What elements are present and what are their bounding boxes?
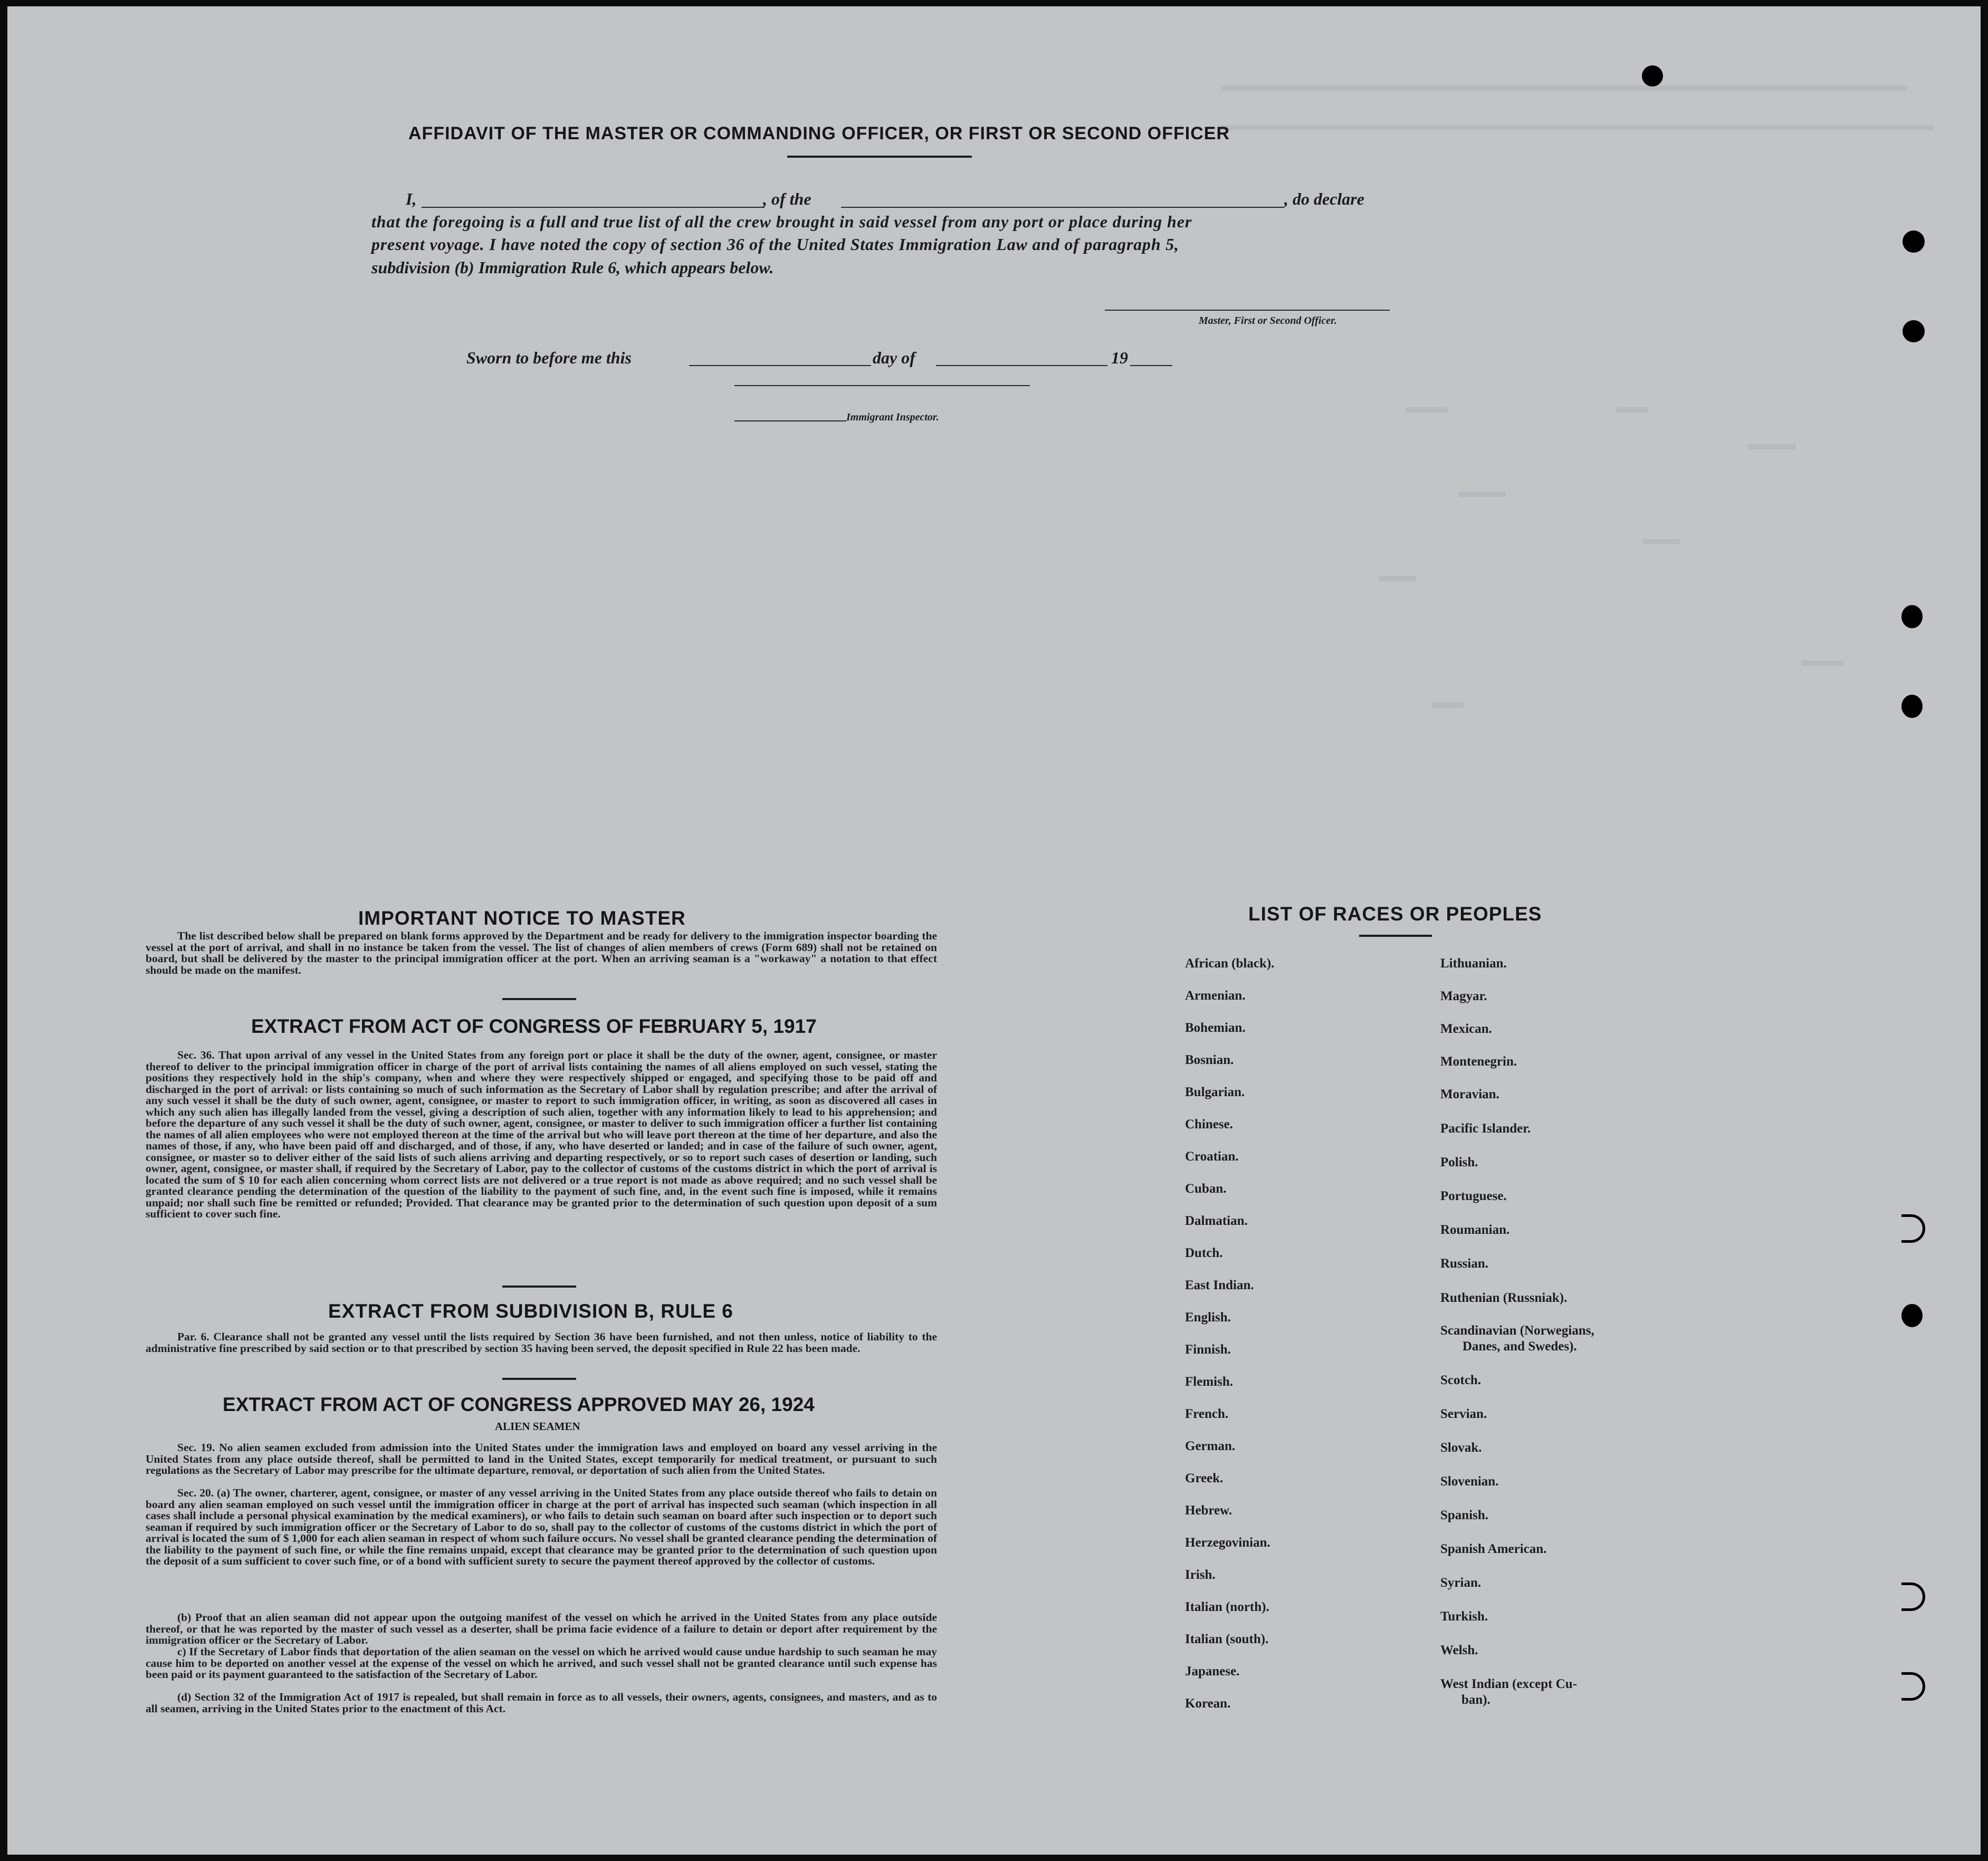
race-item: Magyar. [1440,989,1487,1003]
race-item: Servian. [1440,1407,1487,1421]
race-item: Scandinavian (Norwegians, [1440,1323,1594,1338]
punch-hole [1901,1304,1923,1327]
sworn-month-blank[interactable] [936,365,1107,366]
extract-1924-subtitle: ALIEN SEAMEN [495,1420,580,1433]
race-item: German. [1185,1439,1236,1453]
race-item: Herzegovinian. [1185,1536,1270,1550]
race-item: Finnish. [1185,1342,1231,1357]
race-item: Polish. [1440,1155,1478,1169]
officer-signature-caption: Master, First or Second Officer. [1199,315,1337,327]
race-item: Bohemian. [1185,1021,1246,1035]
notice-rule [502,998,576,1000]
race-item: Ruthenian (Russniak). [1440,1291,1568,1305]
race-item: Armenian. [1185,989,1246,1003]
affidavit-title: AFFIDAVIT OF THE MASTER OR COMMANDING OFFICER, OR FIRST OR SECOND OFFICER [408,123,1230,143]
race-item: Spanish American. [1440,1542,1547,1556]
bleed-through-line [1221,85,1907,91]
race-item: Spanish. [1440,1508,1489,1522]
races-title: LIST OF RACES OR PEOPLES [1248,903,1542,925]
bleed-through-line [1458,492,1506,497]
race-item: Russian. [1440,1256,1489,1271]
race-item: Irish. [1185,1568,1216,1582]
race-item: Italian (north). [1185,1600,1269,1614]
race-item: Bulgarian. [1185,1085,1245,1099]
declaration-i: I, [406,189,417,208]
extract-1924-sec19: Sec. 19. No alien seamen excluded from admission into the United States under the immigration laws and employed on board any vessel arriving in the United States from any place outside thereof, shall be permitted to land in the United States, except temporarily for medical treatment, or pursuant to such regulations as the Secretary of Labor may prescribe for the ultimate departure, removal, or deportation of such alien from the United States. [146,1441,937,1476]
inspector-caption-line [734,420,846,421]
race-item: Slovenian. [1440,1474,1499,1489]
bleed-through-line [1406,407,1448,413]
race-item: Greek. [1185,1471,1224,1485]
race-item: English. [1185,1310,1231,1325]
race-item: African (black). [1185,956,1275,971]
declaration-do-declare: , do declare [1284,189,1364,208]
races-left-column [1185,956,1396,1737]
punch-hole [1901,695,1923,718]
inspector-caption: Immigrant Inspector. [846,411,939,423]
race-item: French. [1185,1407,1229,1421]
races-rule [1359,935,1432,937]
race-item: Welsh. [1440,1643,1478,1657]
punch-hole [1903,320,1925,342]
bleed-through-line [1221,125,1933,130]
sworn-year: 19 [1111,348,1128,367]
race-item: Croatian. [1185,1149,1239,1164]
race-item: Korean. [1185,1696,1231,1711]
race-item: Slovak. [1440,1441,1482,1455]
race-item: East Indian. [1185,1278,1254,1292]
declaration-line-4: subdivision (b) Immigration Rule 6, which appears below. [371,258,774,277]
extract-1917-title: EXTRACT FROM ACT OF CONGRESS OF FEBRUARY 5, 1917 [251,1015,817,1037]
race-item: Lithuanian. [1440,956,1507,971]
extract-1917-rule [502,1286,576,1288]
race-item: Cuban. [1185,1182,1227,1196]
declaration-of-the: , of the [763,189,811,208]
race-item: Italian (south). [1185,1632,1269,1646]
name-blank-line[interactable] [422,207,764,208]
extract-1924-sec20b: (b) Proof that an alien seaman did not appear upon the outgoing manifest of the vessel on which he arrived in the United States from any place outside thereof, or that he was reported by the master of such vessel as a deserter, shall be prima facie evidence of a failure to detain or deport after requirement by the immigration officer or the Secretary of Labor. [146,1611,937,1646]
race-item: Roumanian. [1440,1223,1510,1237]
bleed-through-line [1748,444,1796,449]
races-right-column [1440,956,1704,1737]
punch-hole [1901,1214,1925,1243]
bleed-through-line [1379,576,1416,581]
notice-body: The list described below shall be prepared on blank forms approved by the Department and be ready for delivery to the immigration inspector boarding the vessel at the port of arrival, and shall in no instance be taken from the vessel. The list of changes of alien members of crews (Form 689) shall not be retained on board, but shall be delivered by the master to the principal immigration officer at the port. When an arriving seaman is a "workaway" a notation to that effect should be made on the manifest. [146,929,937,976]
bleed-through-line [1617,407,1648,413]
race-item: Mexican. [1440,1022,1492,1036]
sworn-day-of: day of [873,348,915,367]
punch-hole [1901,1582,1925,1611]
extract-1917-body: Sec. 36. That upon arrival of any vessel in the United States from any foreign port or place it shall be the duty of the owner, agent, consignee, or master thereof to deliver to the principal immigration officer in charge of the port of arrival lists containing the names of all aliens employed on such vessel, stating the positions they respectively hold in the ship's company, when and where they were respectively shipped or engaged, and specifying those to be paid off and discharged in the port of arrival: or lists containing so much of such information as the Secretary of Labor shall by regulation prescribe; and after the arrival of any such vessel it shall be the duty of such owner, agent, consignee, or master to report to such immigration officer, in writing, as soon as discovered all cases in which any such alien has illegally landed from the vessel, giving a description of such alien, together with any information likely to lead to his apprehension; and before the departure of any such vessel it shall be the duty of such owner, agent, consignee, or master to deliver to such immigration officer a further list containing the names of all alien employees who were not employed thereon at the time of the arrival but who will leave port thereon at the time of her departure, and also the names of those, if any, who have been paid off and discharged, and of those, if any, who have deserted or landed; and in case of the failure of such owner, agent, consignee, or master so to deliver either of the said lists of such aliens arriving and departing respectively, or so to report such cases of desertion or landing, such owner, agent, consignee, or master shall, if required by the Secretary of Labor, pay to the collector of customs of the customs district in which the port of arrival is located the sum of $ 10 for each alien concerning whom correct lists are not delivered or a true report is not made as above required; and no such vessel shall be granted clearance pending the determination of the question of the liability to the payment of such fine, and, in the event such fine is imposed, while it remains unpaid; nor shall such fine be remitted or refunded; Provided. That clearance may be granted prior to the determination of such question upon deposit of a sum sufficient to cover such fine. [146,1049,937,1220]
sworn-year-blank[interactable] [1130,365,1172,366]
race-item: Portuguese. [1440,1189,1507,1203]
race-item: Chinese. [1185,1117,1233,1131]
race-item: Flemish. [1185,1375,1233,1389]
title-rule [787,156,972,158]
extract-1924-sec20c: c) If the Secretary of Labor finds that deportation of the alien seaman on the vessel on which he arrived would cause undue hardship to such seaman he may cause him to be deported on another vessel at the expense of the vessel on which he arrived, and such vessel shall not be granted clearance until such expense has been paid or its payment guaranteed to the satisfaction of the Secretary of Labor. [146,1645,937,1681]
punch-hole [1901,1672,1925,1701]
inspector-signature-line[interactable] [734,385,1030,386]
race-item: Dalmatian. [1185,1214,1248,1228]
race-item: West Indian (except Cu- [1440,1677,1578,1691]
punch-hole [1642,65,1663,87]
punch-hole [1901,605,1923,628]
race-item: Bosnian. [1185,1053,1234,1067]
sworn-day-blank[interactable] [689,365,871,366]
race-item: Pacific Islander. [1440,1121,1531,1136]
race-item: Montenegrin. [1440,1054,1517,1069]
declaration-line-3: present voyage. I have noted the copy of section 36 of the United States Immigration Law and of paragraph 5, [371,235,1179,254]
race-item: Moravian. [1440,1087,1499,1101]
race-item: Turkish. [1440,1609,1488,1624]
declaration-line-2: that the foregoing is a full and true list of all the crew brought in said vessel from any port or place during her [371,212,1192,231]
officer-signature-line[interactable] [1105,310,1390,311]
race-item: Syrian. [1440,1576,1482,1590]
sworn-prefix: Sworn to before me this [466,348,632,367]
extract-rule6-rule [502,1378,576,1380]
race-item: Dutch. [1185,1246,1223,1260]
extract-1924-title: EXTRACT FROM ACT OF CONGRESS APPROVED MAY 26, 1924 [223,1394,815,1415]
bleed-through-line [1643,539,1680,544]
race-item: Japanese. [1185,1664,1240,1678]
notice-title: IMPORTANT NOTICE TO MASTER [358,907,686,929]
extract-1924-sec20a: Sec. 20. (a) The owner, charterer, agent, consignee, or master of any vessel arriving in the United States from any place outside thereof who fails to detain on board any alien seaman employed on such vessel until the immigration officer in charge at the port of arrival has inspected such seaman (which inspection in all cases shall include a personal physical examination by the medical examiners), or who fails to detain such seaman on board after such inspection or to deport such seaman if required by such immigration officer or the Secretary of Labor to do so, shall pay to the collector of customs of the customs district in which the port of arrival is located the sum of $ 1,000 for each alien seaman in respect of whom such failure occurs. No vessel shall be granted clearance pending the determination of the liability to the payment of such fine, or while the fine remains unpaid, except that clearance may be granted prior to the determination of such question upon the deposit of a sum sufficient to cover such fine, or of a bond with sufficient surety to secure the payment thereof approved by the collector of customs. [146,1486,937,1567]
extract-rule6-title: EXTRACT FROM SUBDIVISION B, RULE 6 [328,1300,733,1322]
extract-1924-sec20d: (d) Section 32 of the Immigration Act of 1917 is repealed, but shall remain in force as to all vessels, their owners, agents, consignees, and masters, and as to all seamen, arriving in the United States prior to the enactment of this Act. [146,1691,937,1715]
race-item: Hebrew. [1185,1503,1232,1518]
bleed-through-line [1432,703,1464,708]
punch-hole [1903,231,1925,253]
extract-rule6-body: Par. 6. Clearance shall not be granted any vessel until the lists required by Section 36 have been furnished, and not then unless, notice of liability to the administrative fine prescribed by said section or to that prescribed by section 35 having been served, the deposit specified in Rule 22 has been made. [146,1330,937,1355]
document-page [7,6,1981,1855]
bleed-through-line [1801,660,1843,666]
race-item: Scotch. [1440,1373,1482,1387]
race-item: ban). [1461,1693,1490,1707]
race-item: Danes, and Swedes). [1463,1339,1577,1354]
vessel-blank-line[interactable] [841,207,1284,208]
